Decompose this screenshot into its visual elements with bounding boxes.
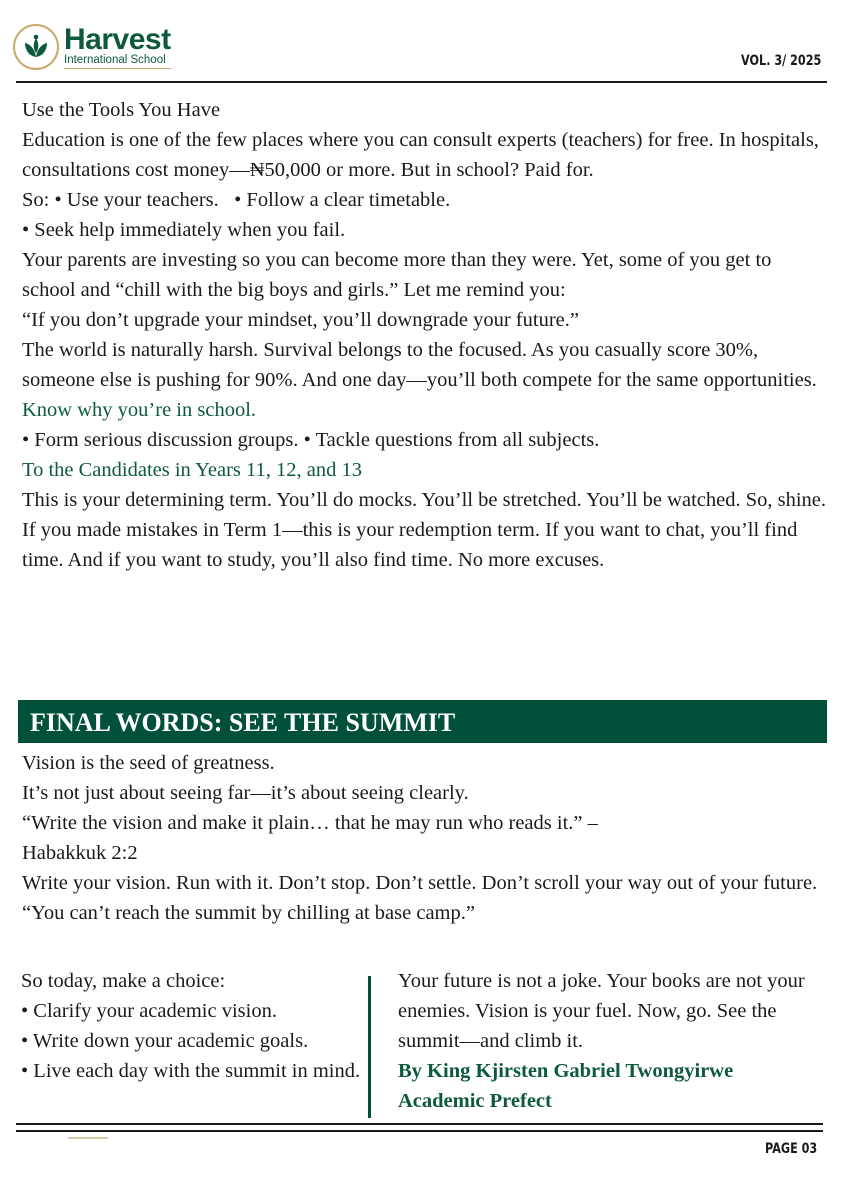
paragraph: Your parents are investing so you can become more than they were. Yet, some of you get to school and “chill with the big boys and girls.” Let me remind you: xyxy=(22,249,772,301)
choices-intro: So today, make a choice: xyxy=(21,970,226,992)
author-byline: By King Kjirsten Gabriel Twongyirwe xyxy=(398,1060,734,1082)
paragraph: Vision is the seed of greatness. xyxy=(22,752,275,774)
closing-column xyxy=(398,966,818,1116)
author-role: Academic Prefect xyxy=(398,1090,552,1112)
volume-label: VOL. 3/ 2025 xyxy=(740,53,821,69)
closing-paragraph: Your future is not a joke. Your books are not your enemies. Vision is your fuel. Now, go. See the summit—and climb it. xyxy=(398,970,805,1052)
scripture-reference: Habakkuk 2:2 xyxy=(22,842,138,864)
footer-divider xyxy=(16,1130,823,1132)
page-number: PAGE 03 xyxy=(764,1141,817,1157)
list-item: • Live each day with the summit in mind. xyxy=(21,1060,361,1082)
list-item: • Write down your academic goals. xyxy=(21,1030,309,1052)
logo-subtitle: International School xyxy=(64,55,171,69)
final-words-banner: FINAL WORDS: SEE THE SUMMIT xyxy=(18,700,827,743)
paragraph: Write your vision. Run with it. Don’t stop. Don’t settle. Don’t scroll your way out of your future. xyxy=(22,872,818,894)
tips-line: • Form serious discussion groups. • Tackle questions from all subjects. xyxy=(22,429,600,451)
paragraph: The world is naturally harsh. Survival belongs to the focused. As you casually score 30%, someone else is pushing for 90%. And one day—you’ll both compete for the same opportunities. xyxy=(22,339,817,391)
section-heading: Use the Tools You Have xyxy=(22,99,221,121)
footer-divider xyxy=(16,1123,823,1125)
tips-line: • Seek help immediately when you fail. xyxy=(22,219,346,241)
choices-column xyxy=(21,966,361,1086)
quote: “You can’t reach the summit by chilling at base camp.” xyxy=(22,902,475,924)
column-divider xyxy=(368,976,371,1118)
subheading-candidates: To the Candidates in Years 11, 12, and 13 xyxy=(22,459,363,481)
paragraph: This is your determining term. You’ll do mocks. You’ll be stretched. You’ll be watched. So, shine. xyxy=(22,489,827,511)
paragraph: If you made mistakes in Term 1—this is your redemption term. If you want to chat, you’ll find time. And if you want to study, you’ll also find time. No more excuses. xyxy=(22,519,798,571)
paragraph: It’s not just about seeing far—it’s about seeing clearly. xyxy=(22,782,469,804)
school-logo xyxy=(13,24,171,70)
tips-line: So: • Use your teachers. • Follow a clear timetable. xyxy=(22,189,451,211)
subheading-know-why: Know why you’re in school. xyxy=(22,399,257,421)
final-words-body xyxy=(22,748,827,928)
logo-text xyxy=(64,25,171,69)
list-item: • Clarify your academic vision. xyxy=(21,1000,277,1022)
footer-accent xyxy=(68,1137,108,1139)
leaf-logo-icon xyxy=(13,24,59,70)
quote: “If you don’t upgrade your mindset, you’ll downgrade your future.” xyxy=(22,309,579,331)
paragraph: Education is one of the few places where you can consult experts (teachers) for free. In hospitals, consultations cost money—₦50,000 or more. But in school? Paid for. xyxy=(22,129,819,181)
scripture-quote: “Write the vision and make it plain… that he may run who reads it.” – xyxy=(22,812,598,834)
header-divider xyxy=(16,81,827,83)
logo-name: Harvest xyxy=(64,23,171,57)
article-body xyxy=(22,95,827,575)
